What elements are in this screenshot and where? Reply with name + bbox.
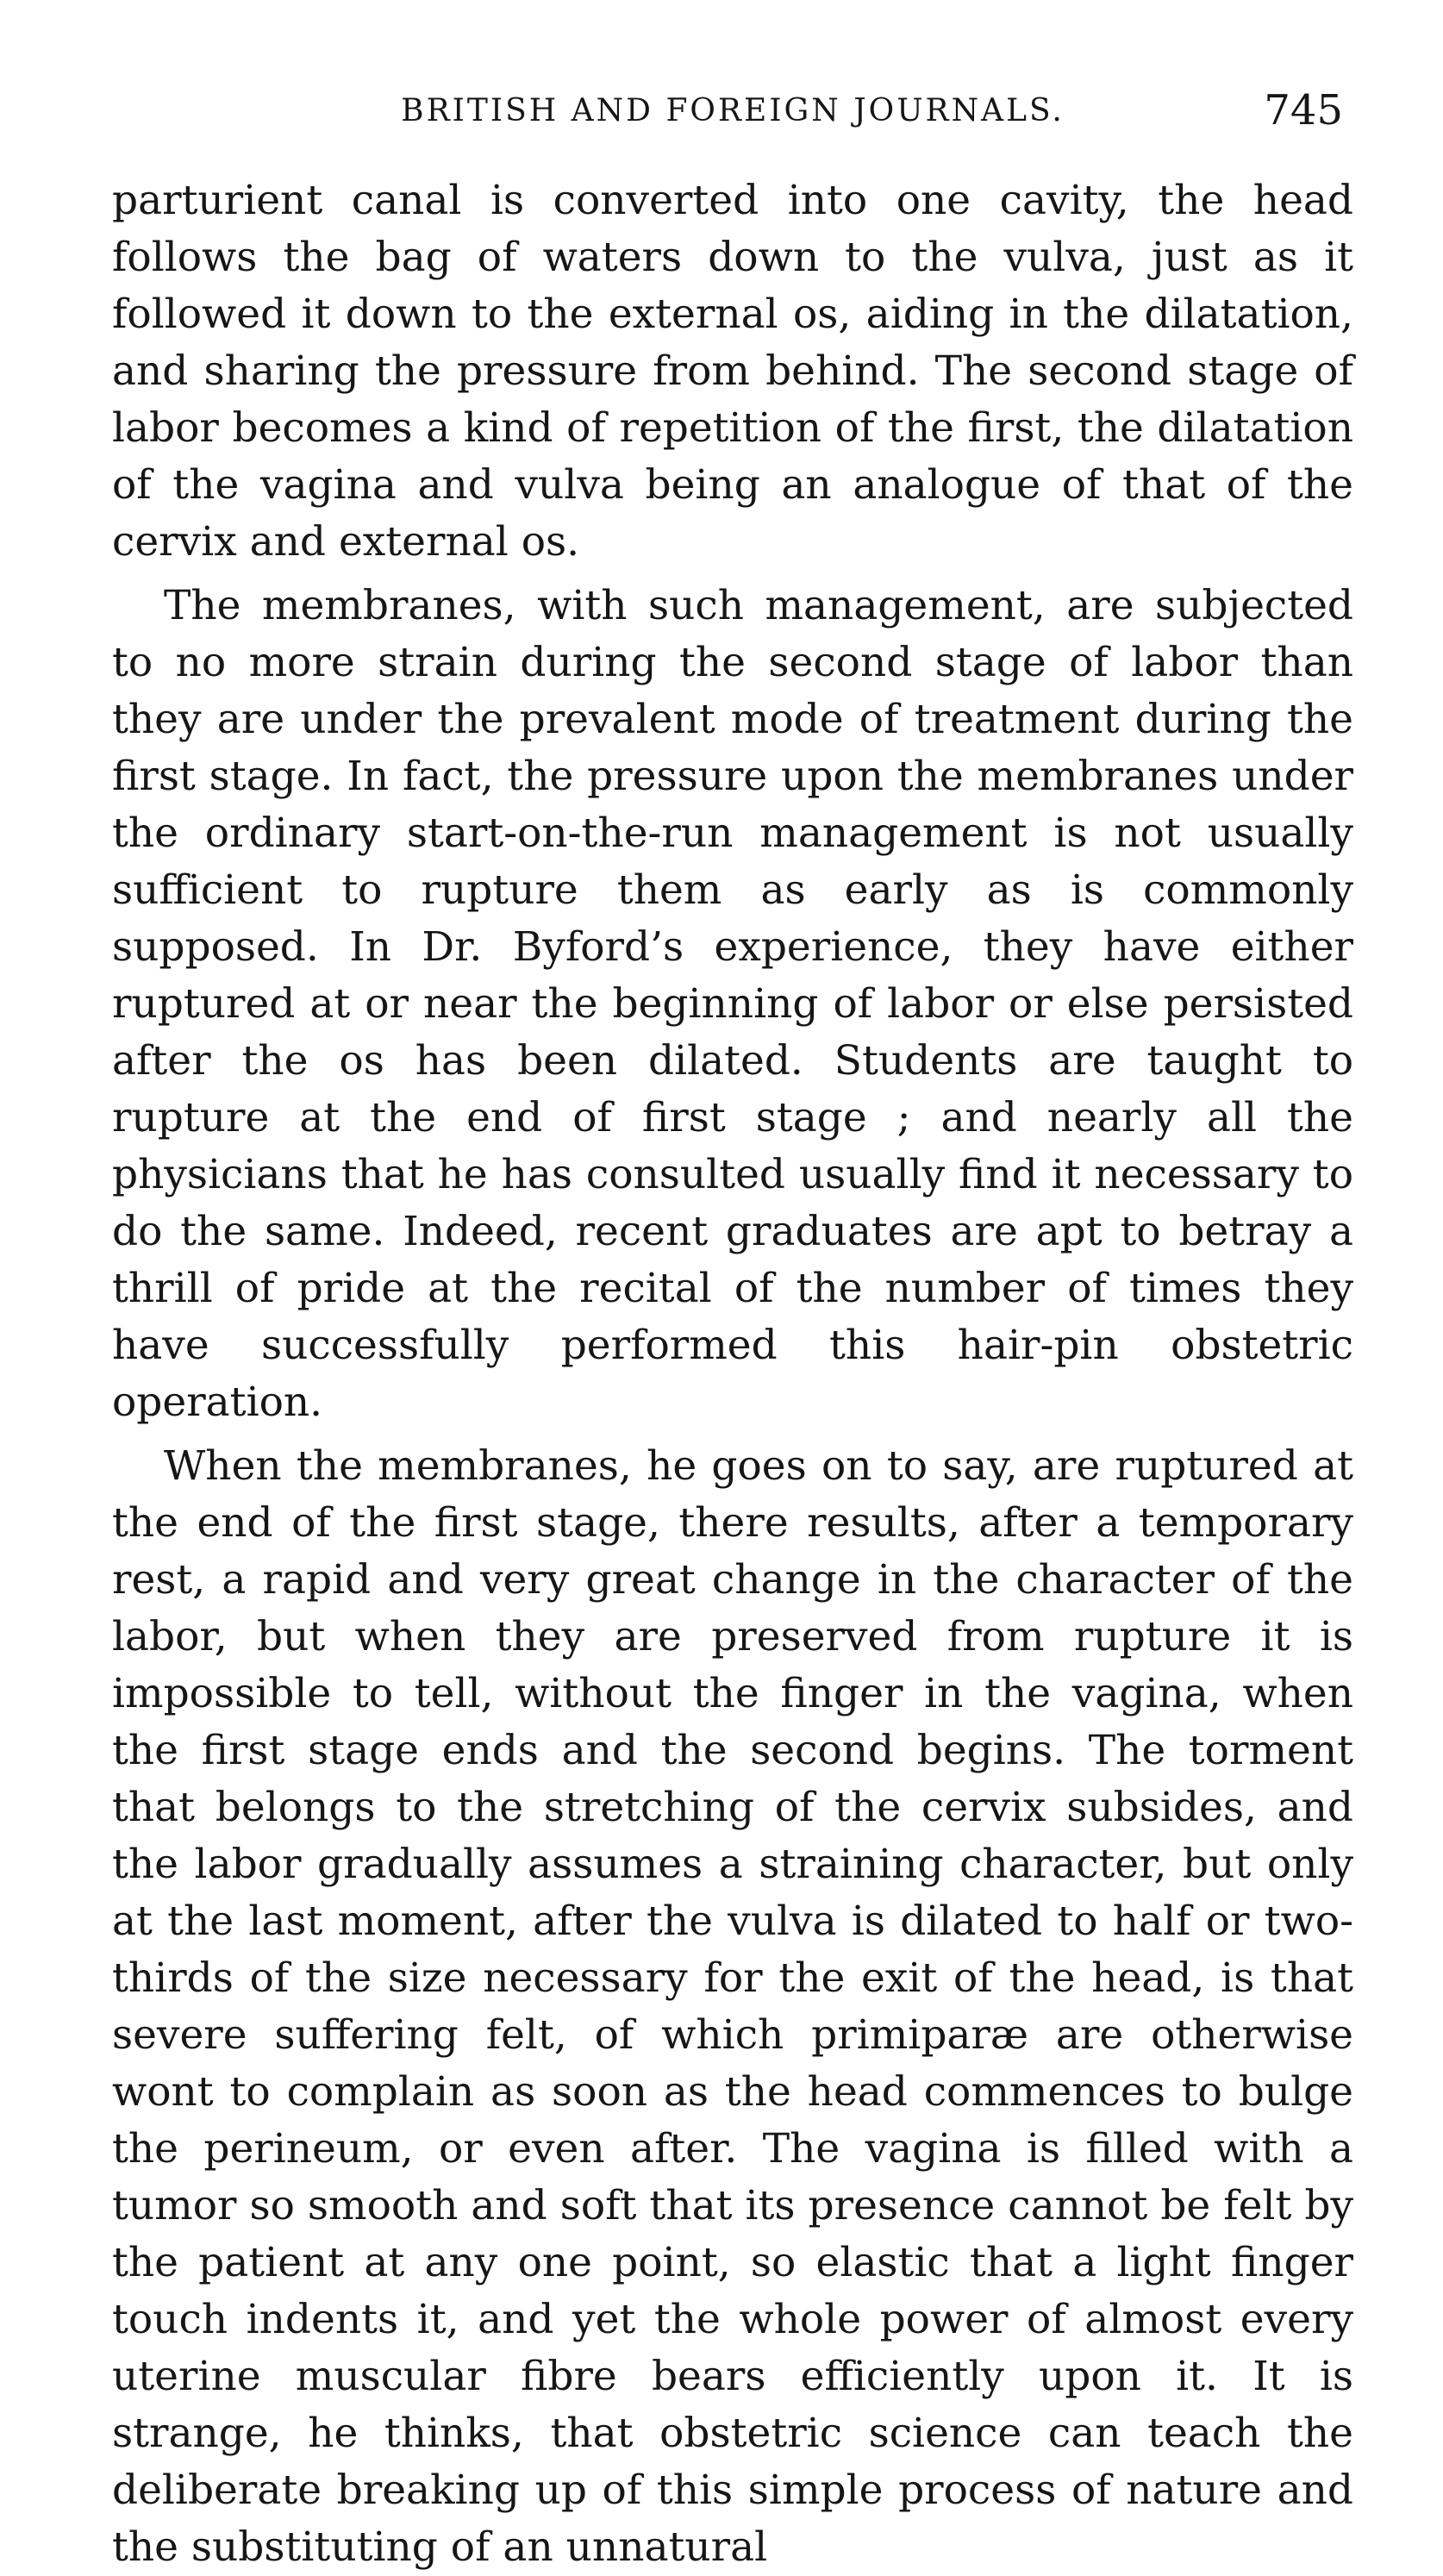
running-head xyxy=(112,86,1353,138)
page-number: 745 xyxy=(1264,86,1343,134)
paragraph-continuation: parturient canal is converted into one cavity, the head follows the bag of waters down to the vulva, just as it followed it down to the external os, aiding in the dilatation, and sharing the pressure from behind. The second stage of labor becomes a kind of repetition of the first, the dilatation of the vagina and vulva being an analogue of that of the cervix and external os. xyxy=(112,177,1353,566)
running-title: BRITISH AND FOREIGN JOURNALS. xyxy=(401,93,1065,128)
paragraph-membranes: The membranes, with such management, are subjected to no more strain during the second stage of labor than they are under the prevalent mode of treatment during the first stage. In fact, the pressure upon the membranes under the ordinary start-on-the-run management is not usually sufficient to rupture them as early as is commonly supposed. In Dr. Byford’s experience, they have either ruptured at or near the beginning of labor or else persisted after the os has been dilated. Students are taught to rupture at the end of first stage ; and nearly all the physicians that he has consulted usually find it necessary to do the same. Indeed, recent graduates are apt to betray a thrill of pride at the recital of the number of times they have successfully performed this hair-pin obstetric operation. xyxy=(112,582,1353,1426)
paragraph-rupture: When the membranes, he goes on to say, are ruptured at the end of the first stage, there results, after a temporary rest, a rapid and very great change in the character of the labor, but when they are preserved from rupture it is impossible to tell, without the finger in the vagina, when the first stage ends and the second begins. The torment that belongs to the stretching of the cervix subsides, and the labor gradually assumes a straining character, but only at the last moment, after the vulva is dilated to half or two-thirds of the size necessary for the exit of the head, is that severe suffering felt, of which primiparæ are otherwise wont to complain as soon as the head commences to bulge the perineum, or even after. The vagina is filled with a tumor so smooth and soft that its presence cannot be felt by the patient at any one point, so elastic that a light finger touch indents it, and yet the whole power of almost every uterine muscular fibre bears efficiently upon it. It is strange, he thinks, that obstetric science can teach the deliberate breaking up of this simple process of nature and the substituting of an unnatural xyxy=(112,1442,1353,2571)
body-text xyxy=(112,172,1353,2576)
